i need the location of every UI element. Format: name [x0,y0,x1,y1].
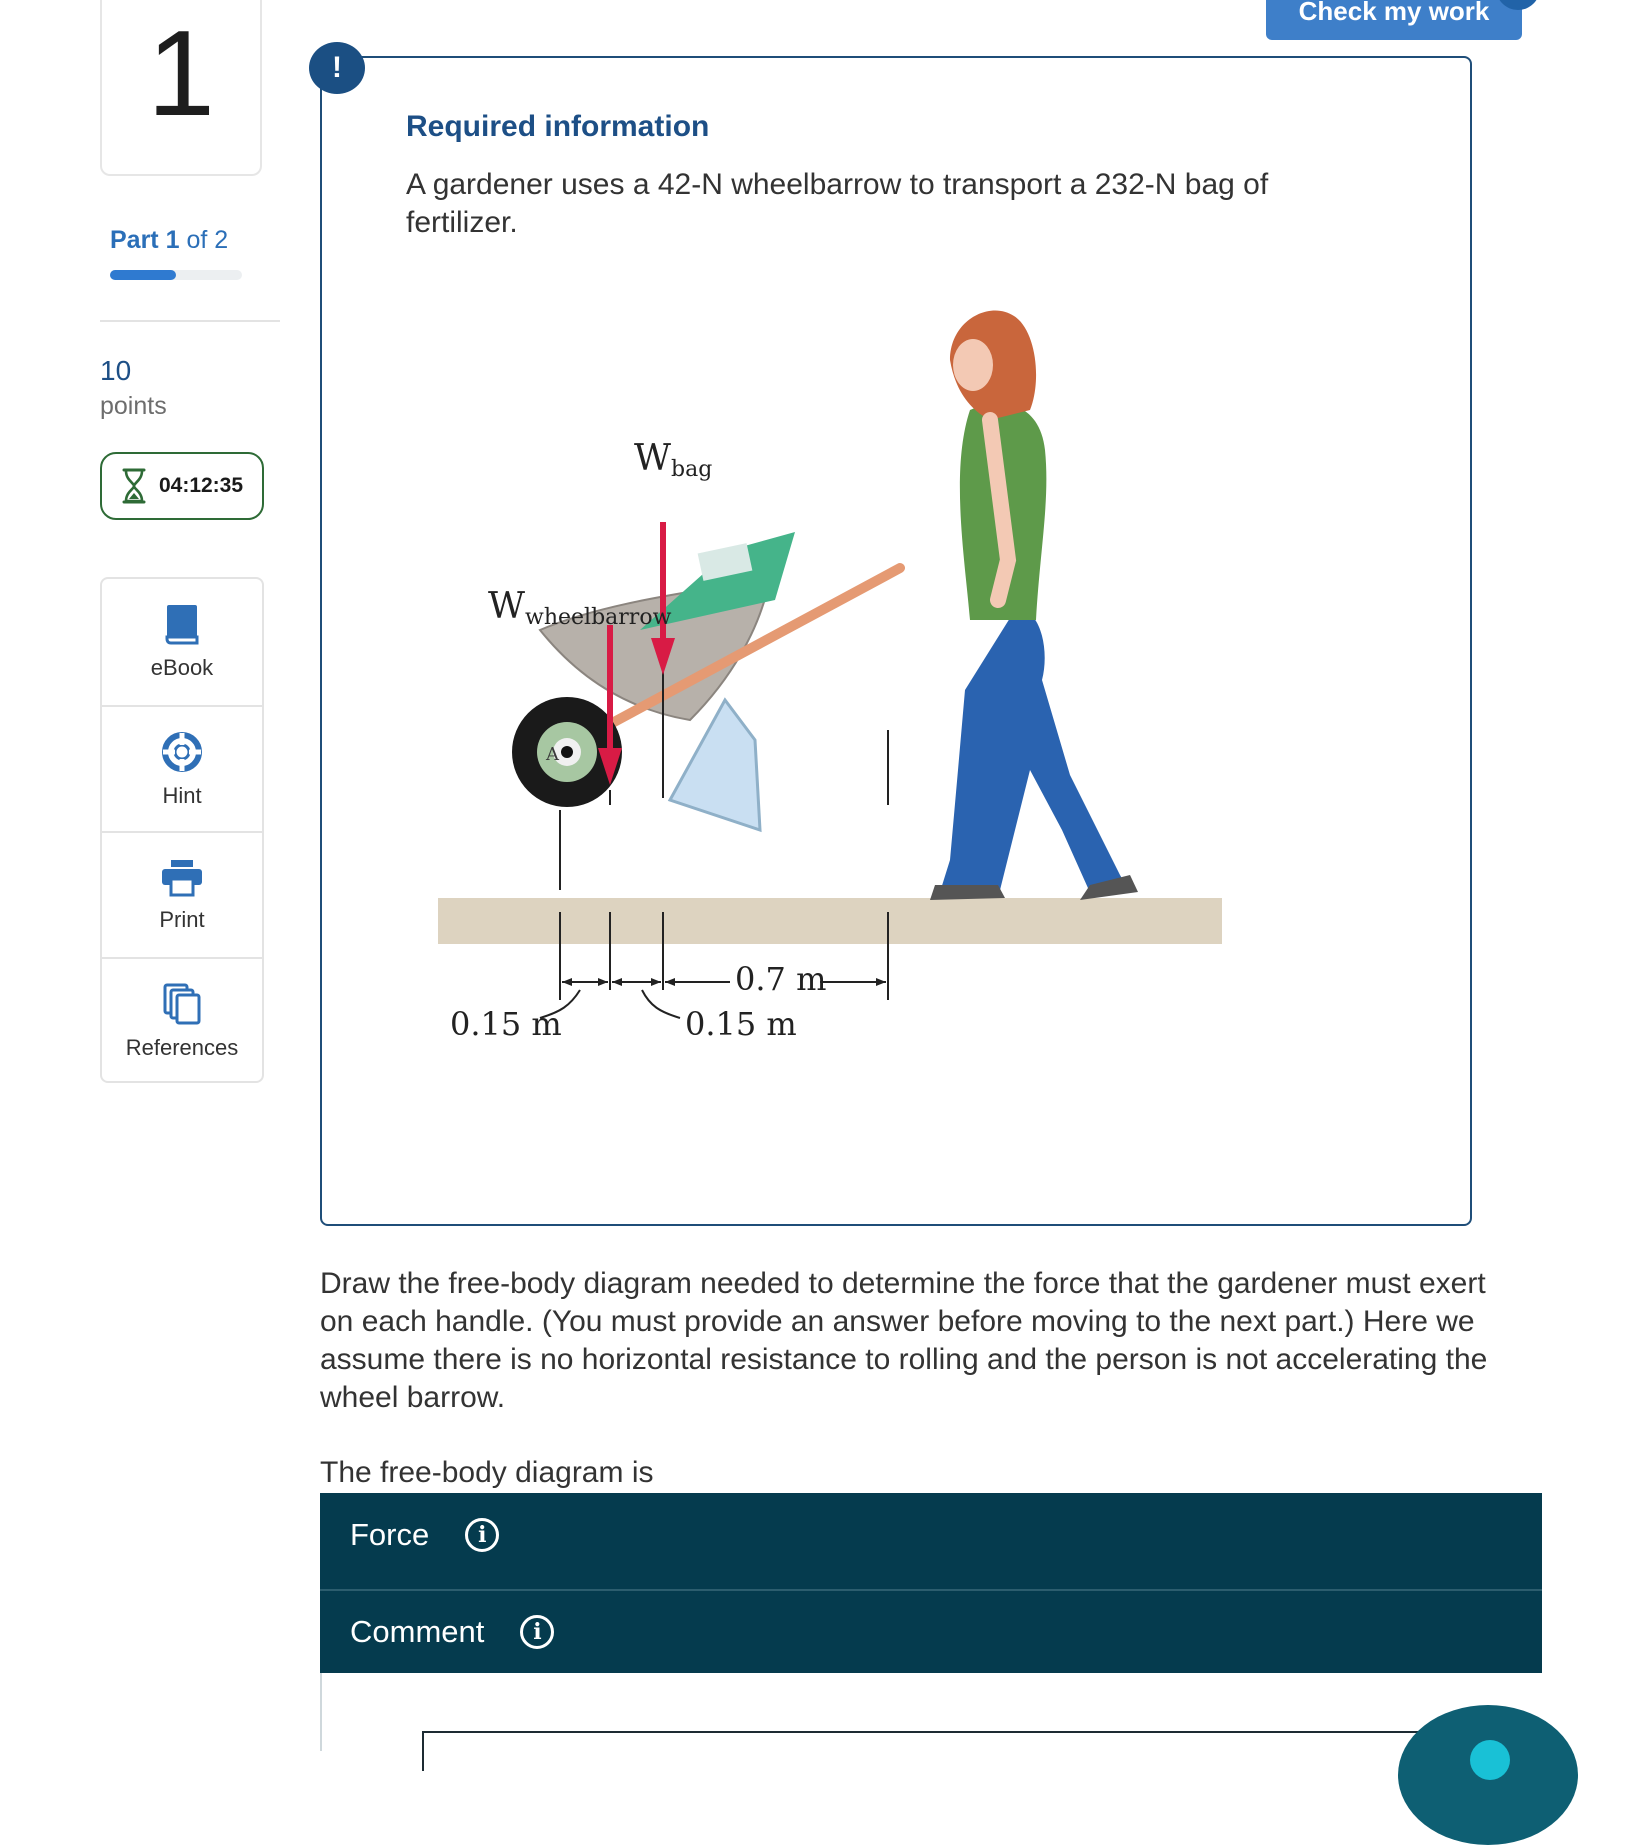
hint-label: Hint [162,783,202,808]
part-prefix: Part [110,226,159,254]
wheelbarrow-illustration [512,532,900,830]
point-a-label: A [546,744,559,765]
required-info-title: Required information [406,110,710,143]
fbd-toolbar [320,1493,1542,1673]
fbd-label: The free-body diagram is [320,1456,654,1489]
force-label: Force [350,1517,430,1552]
info-icon[interactable]: i [465,1518,499,1552]
part-current: 1 [165,226,180,254]
references-label: References [125,1035,239,1060]
question-number: 1 [147,5,215,141]
required-info-text: A gardener uses a 42-N wheelbarrow to transport a 232-N bag of fertilizer. [406,168,1269,239]
print-button[interactable] [102,831,262,959]
timer-value: 04:12:35 [158,474,244,497]
references-button[interactable] [102,957,262,1085]
assistant-icon [1470,1740,1510,1780]
left-divider [100,320,280,322]
timer [100,452,264,520]
dim-right-label: 0.7 m [735,960,827,998]
question-prompt: Draw the free-body diagram needed to determine the force that the gardener must exert on each handle. (You must provide an answer before moving to the next part.) Here we assume there is no horizontal resistance to rolling and the person is not accelerating the wheel barrow. [320,1267,1488,1414]
force-row[interactable] [320,1493,1542,1577]
copy-icon [163,983,201,1025]
points-value: 10 [100,355,132,386]
printer-icon [161,859,203,897]
dim-left-label: 0.15 m [450,1005,562,1043]
tools-panel [100,577,264,1083]
alert-icon: ! [309,42,365,94]
points-label: points [100,392,167,420]
gardener-illustration [930,310,1138,900]
hourglass-icon [121,468,147,504]
part-of-total: of 2 [186,226,229,254]
part-indicator [110,226,228,255]
hint-button[interactable] [102,705,262,833]
book-icon [164,603,200,645]
dim-mid-label: 0.15 m [685,1005,797,1043]
info-icon[interactable]: i [520,1615,554,1649]
w-bag-label: Wbag [634,438,713,482]
drawing-canvas[interactable] [422,1731,1422,1771]
ground [438,898,1222,944]
w-wheelbarrow-label: Wwheelbarrow [488,586,672,630]
ebook-button[interactable] [102,579,262,705]
part-progress-fill [110,270,176,280]
wheelbarrow-figure [430,300,1230,1080]
ebook-label: eBook [150,655,214,680]
check-my-work-button[interactable]: Check my work [1266,0,1522,40]
print-label: Print [159,907,205,932]
canvas-left-border [320,1673,322,1751]
comment-label: Comment [350,1614,485,1649]
comment-row[interactable] [320,1589,1542,1673]
lifebuoy-icon [161,731,203,773]
